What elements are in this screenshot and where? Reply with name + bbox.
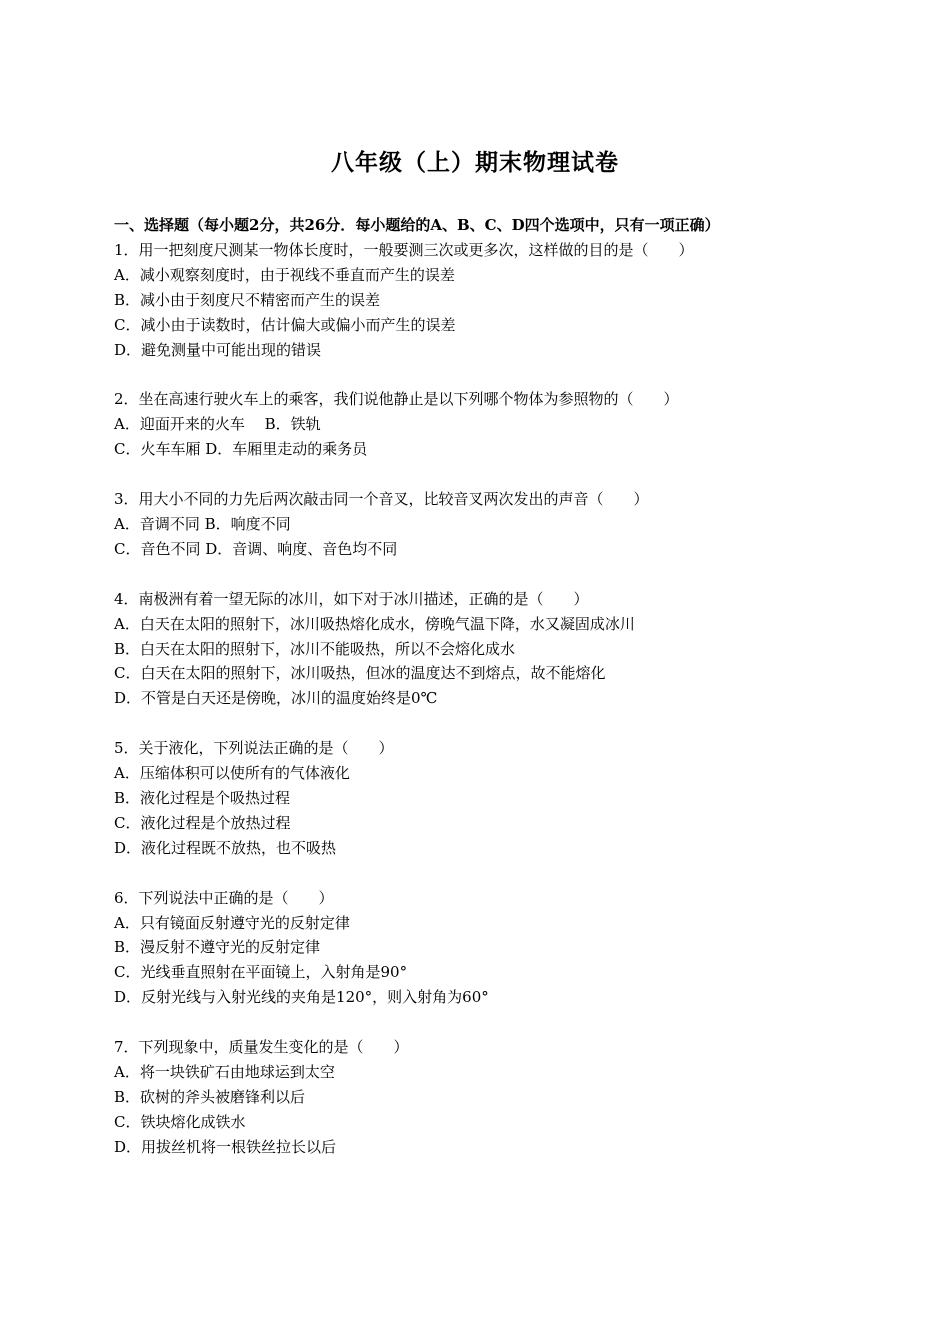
question-list <box>114 238 874 1185</box>
option-a-b: A．迎面开来的火车 B．铁轨 <box>114 415 321 434</box>
option-b: B．漫反射不遵守光的反射定律 <box>114 938 321 957</box>
question-stem: 6．下列说法中正确的是（ ） <box>114 888 334 907</box>
question-stem: 1．用一把刻度尺测某一物体长度时，一般要测三次或更多次，这样做的目的是（ ） <box>114 241 694 259</box>
option-a: A．白天在太阳的照射下，冰川吸热熔化成水，傍晚气温下降，水又凝固成冰川 <box>114 614 635 633</box>
option-b: B．砍树的斧头被磨锋利以后 <box>114 1087 306 1106</box>
question-6 <box>114 886 874 1010</box>
option-b: B．减小由于刻度尺不精密而产生的误差 <box>114 290 381 309</box>
option-a: A．只有镜面反射遵守光的反射定律 <box>114 913 350 932</box>
question-stem: 2．坐在高速行驶火车上的乘客，我们说他静止是以下列哪个物体为参照物的（ ） <box>114 390 679 409</box>
question-7 <box>114 1035 874 1159</box>
question-stem: 7．下列现象中，质量发生变化的是（ ） <box>114 1038 409 1057</box>
option-a: A．将一块铁矿石由地球运到太空 <box>114 1063 335 1082</box>
option-d: D．反射光线与入射光线的夹角是120°，则入射角为60° <box>114 988 489 1007</box>
page-title: 八年级（上）期末物理试卷 <box>331 149 619 176</box>
question-3 <box>114 487 874 562</box>
option-a: A．减小观察刻度时，由于视线不垂直而产生的误差 <box>114 265 455 284</box>
question-stem: 4．南极洲有着一望无际的冰川，如下对于冰川描述，正确的是（ ） <box>114 589 589 608</box>
question-stem: 5．关于液化，下列说法正确的是（ ） <box>114 739 394 758</box>
option-d: D．液化过程既不放热，也不吸热 <box>114 838 337 857</box>
option-c: C．白天在太阳的照射下，冰川吸热，但冰的温度达不到熔点，故不能熔化 <box>114 664 606 683</box>
question-2 <box>114 387 874 462</box>
question-4 <box>114 587 874 711</box>
option-d: D．不管是白天还是傍晚，冰川的温度始终是0℃ <box>114 689 438 708</box>
question-5 <box>114 736 874 860</box>
question-1 <box>114 238 874 362</box>
option-c-d: C．音色不同 D．音调、响度、音色均不同 <box>114 539 398 558</box>
option-b: B．白天在太阳的照射下，冰川不能吸热，所以不会熔化成水 <box>114 639 516 658</box>
option-b: B．液化过程是个吸热过程 <box>114 789 291 808</box>
option-d: D．避免测量中可能出现的错误 <box>114 340 322 359</box>
option-c: C．减小由于读数时，估计偏大或偏小而产生的误差 <box>114 315 456 334</box>
option-a-b: A．音调不同 B．响度不同 <box>114 515 291 534</box>
option-c-d: C．火车车厢 D．车厢里走动的乘务员 <box>114 440 368 459</box>
question-stem: 3．用大小不同的力先后两次敲击同一个音叉，比较音叉两次发出的声音（ ） <box>114 490 649 509</box>
section-header: 一、选择题（每小题2分，共26分．每小题给的A、B、C、D四个选项中，只有一项正确） <box>114 216 720 234</box>
option-a: A．压缩体积可以使所有的气体液化 <box>114 764 350 783</box>
option-d: D．用拔丝机将一根铁丝拉长以后 <box>114 1137 337 1156</box>
option-c: C．液化过程是个放热过程 <box>114 813 291 832</box>
option-c: C．光线垂直照射在平面镜上，入射角是90° <box>114 963 408 982</box>
option-c: C．铁块熔化成铁水 <box>114 1112 246 1131</box>
